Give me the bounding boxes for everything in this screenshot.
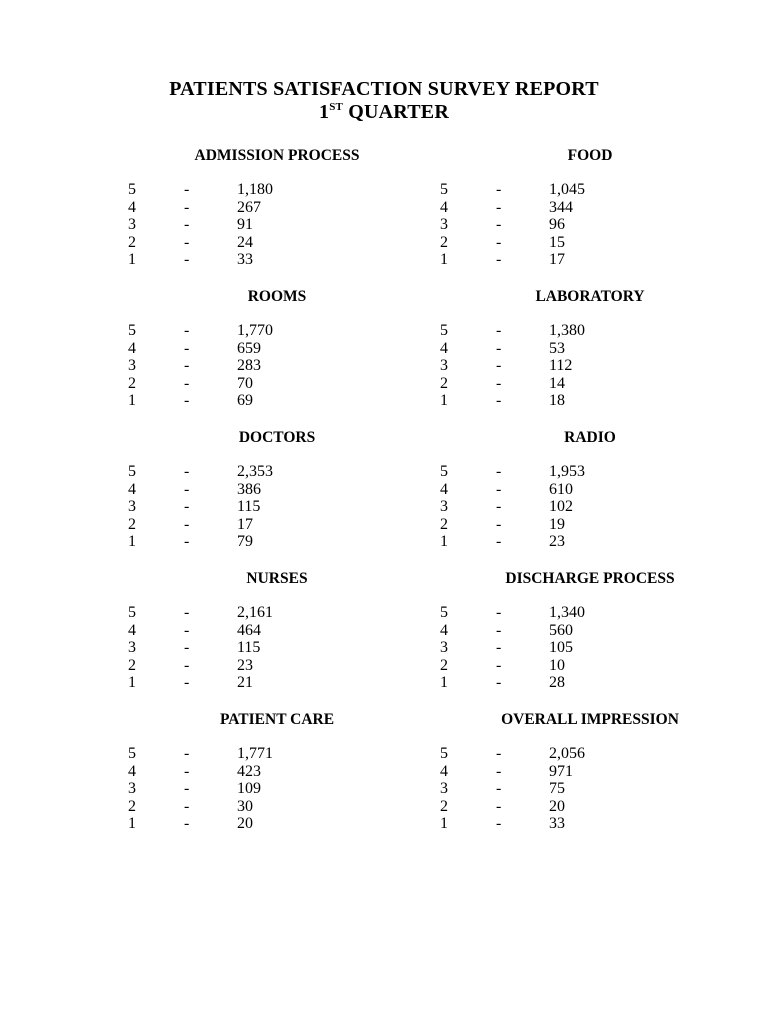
rating-separator: - (496, 233, 502, 251)
quarter-ordinal-suffix: ST (329, 101, 344, 113)
rating-count: 1,953 (549, 463, 585, 480)
rating-row (440, 639, 740, 656)
rating-score: 4 (440, 198, 448, 216)
rating-count: 79 (237, 533, 253, 551)
rating-score: 2 (128, 233, 136, 251)
rating-row (440, 763, 740, 780)
report-subtitle (0, 101, 768, 124)
rating-separator: - (496, 181, 502, 198)
rating-count: 91 (237, 216, 253, 234)
rating-row (128, 798, 428, 815)
rating-row (440, 674, 740, 691)
rating-row (128, 322, 428, 339)
rating-row (440, 798, 740, 815)
rating-separator: - (496, 745, 502, 762)
rating-count: 20 (237, 815, 253, 833)
rating-separator: - (496, 656, 502, 674)
rating-separator: - (496, 815, 502, 833)
rating-score: 2 (128, 797, 136, 815)
rating-count: 33 (549, 815, 565, 833)
section-heading: LABORATORY (535, 288, 645, 305)
rating-score: 3 (128, 216, 136, 234)
rating-row (440, 216, 740, 233)
rating-row (440, 604, 740, 621)
rating-score: 1 (128, 533, 136, 551)
rating-score: 4 (440, 621, 448, 639)
rating-separator: - (184, 797, 190, 815)
rating-score: 3 (440, 780, 448, 798)
rating-row (128, 199, 428, 216)
rating-row (440, 815, 740, 832)
section-heading: RADIO (564, 429, 616, 446)
rating-count: 386 (237, 480, 261, 498)
rating-count: 267 (237, 198, 261, 216)
rating-row (440, 322, 740, 339)
report-title: PATIENTS SATISFACTION SURVEY REPORT (169, 78, 599, 100)
rating-separator: - (184, 339, 190, 357)
rating-row (128, 674, 428, 691)
rating-row (128, 216, 428, 233)
rating-score: 2 (440, 374, 448, 392)
rating-separator: - (496, 780, 502, 798)
section-heading: ROOMS (247, 288, 307, 305)
rating-row (440, 234, 740, 251)
rating-separator: - (496, 674, 502, 692)
rating-score: 3 (128, 357, 136, 375)
rating-count: 344 (549, 198, 573, 216)
rating-separator: - (496, 480, 502, 498)
rating-score: 3 (440, 216, 448, 234)
rating-row (440, 745, 740, 762)
rating-count: 10 (549, 656, 565, 674)
rating-count: 23 (237, 656, 253, 674)
rating-score: 1 (128, 251, 136, 269)
rating-count: 464 (237, 621, 261, 639)
rating-count: 20 (549, 797, 565, 815)
rating-separator: - (184, 621, 190, 639)
rating-count: 21 (237, 674, 253, 692)
rating-score: 5 (128, 463, 136, 480)
rating-row (128, 639, 428, 656)
rating-score: 5 (440, 322, 448, 339)
rating-score: 5 (440, 745, 448, 762)
rating-count: 971 (549, 762, 573, 780)
section-heading: DISCHARGE PROCESS (505, 570, 675, 587)
rating-score: 1 (440, 251, 448, 269)
rating-row (128, 181, 428, 198)
rating-score: 3 (440, 498, 448, 516)
rating-count: 14 (549, 374, 565, 392)
section-heading: PATIENT CARE (219, 711, 335, 728)
rating-count: 75 (549, 780, 565, 798)
section-heading: DOCTORS (238, 429, 316, 446)
rating-score: 3 (440, 639, 448, 657)
rating-separator: - (496, 322, 502, 339)
rating-row (128, 481, 428, 498)
rating-row (440, 533, 740, 550)
rating-separator: - (496, 515, 502, 533)
rating-separator: - (184, 815, 190, 833)
rating-score: 4 (128, 198, 136, 216)
rating-score: 2 (440, 515, 448, 533)
rating-row (128, 780, 428, 797)
rating-score: 5 (440, 604, 448, 621)
rating-score: 3 (440, 357, 448, 375)
rating-count: 115 (237, 498, 261, 516)
rating-row (128, 340, 428, 357)
rating-count: 560 (549, 621, 573, 639)
rating-separator: - (184, 463, 190, 480)
rating-score: 4 (128, 762, 136, 780)
rating-separator: - (184, 515, 190, 533)
rating-score: 3 (128, 639, 136, 657)
rating-score: 1 (128, 815, 136, 833)
rating-separator: - (184, 745, 190, 762)
rating-count: 112 (549, 357, 573, 375)
rating-count: 53 (549, 339, 565, 357)
rating-count: 23 (549, 533, 565, 551)
rating-score: 1 (128, 392, 136, 410)
rating-row (128, 498, 428, 515)
rating-count: 115 (237, 639, 261, 657)
quarter-number: 1 (319, 101, 330, 123)
rating-separator: - (184, 198, 190, 216)
rating-separator: - (496, 392, 502, 410)
rating-score: 2 (440, 233, 448, 251)
rating-count: 28 (549, 674, 565, 692)
rating-row (440, 481, 740, 498)
rating-count: 17 (549, 251, 565, 269)
rating-count: 1,771 (237, 745, 273, 762)
rating-separator: - (496, 463, 502, 480)
rating-score: 3 (128, 498, 136, 516)
rating-count: 19 (549, 515, 565, 533)
rating-count: 15 (549, 233, 565, 251)
rating-score: 3 (128, 780, 136, 798)
rating-row (128, 745, 428, 762)
rating-separator: - (496, 339, 502, 357)
rating-row (128, 516, 428, 533)
rating-score: 5 (128, 322, 136, 339)
rating-score: 2 (128, 656, 136, 674)
rating-row (128, 763, 428, 780)
rating-row (440, 498, 740, 515)
rating-separator: - (184, 674, 190, 692)
rating-row (440, 780, 740, 797)
rating-score: 1 (440, 674, 448, 692)
rating-score: 1 (440, 533, 448, 551)
rating-count: 33 (237, 251, 253, 269)
rating-score: 2 (440, 656, 448, 674)
rating-count: 1,045 (549, 181, 585, 198)
rating-count: 1,180 (237, 181, 273, 198)
rating-count: 423 (237, 762, 261, 780)
rating-separator: - (184, 357, 190, 375)
rating-separator: - (496, 498, 502, 516)
quarter-label: QUARTER (343, 101, 449, 123)
rating-score: 5 (440, 463, 448, 480)
rating-count: 1,770 (237, 322, 273, 339)
section-heading: FOOD (567, 147, 613, 164)
rating-separator: - (496, 357, 502, 375)
rating-score: 4 (128, 480, 136, 498)
rating-separator: - (184, 762, 190, 780)
rating-separator: - (184, 322, 190, 339)
rating-score: 2 (440, 797, 448, 815)
rating-score: 1 (440, 392, 448, 410)
section-heading: OVERALL IMPRESSION (501, 711, 679, 728)
rating-separator: - (496, 251, 502, 269)
rating-separator: - (496, 216, 502, 234)
rating-separator: - (496, 639, 502, 657)
rating-score: 5 (440, 181, 448, 198)
rating-separator: - (496, 533, 502, 551)
rating-separator: - (184, 392, 190, 410)
rating-row (440, 375, 740, 392)
rating-separator: - (184, 480, 190, 498)
rating-separator: - (184, 639, 190, 657)
rating-count: 1,340 (549, 604, 585, 621)
rating-row (128, 463, 428, 480)
rating-separator: - (184, 181, 190, 198)
rating-separator: - (184, 604, 190, 621)
rating-count: 30 (237, 797, 253, 815)
rating-score: 5 (128, 604, 136, 621)
rating-count: 659 (237, 339, 261, 357)
rating-separator: - (496, 621, 502, 639)
rating-score: 4 (128, 339, 136, 357)
rating-count: 17 (237, 515, 253, 533)
rating-count: 69 (237, 392, 253, 410)
rating-count: 610 (549, 480, 573, 498)
rating-count: 2,353 (237, 463, 273, 480)
rating-separator: - (496, 797, 502, 815)
rating-row (440, 357, 740, 374)
rating-row (440, 181, 740, 198)
section-heading: NURSES (246, 570, 308, 587)
rating-score: 2 (128, 515, 136, 533)
rating-row (128, 375, 428, 392)
rating-separator: - (184, 374, 190, 392)
rating-score: 5 (128, 181, 136, 198)
section-heading: ADMISSION PROCESS (194, 147, 360, 164)
rating-separator: - (184, 498, 190, 516)
rating-separator: - (184, 533, 190, 551)
rating-count: 96 (549, 216, 565, 234)
rating-count: 283 (237, 357, 261, 375)
rating-row (440, 392, 740, 409)
rating-row (128, 604, 428, 621)
rating-separator: - (496, 374, 502, 392)
rating-count: 102 (549, 498, 573, 516)
rating-row (440, 251, 740, 268)
rating-separator: - (184, 233, 190, 251)
rating-separator: - (184, 780, 190, 798)
rating-score: 4 (440, 480, 448, 498)
rating-row (128, 234, 428, 251)
rating-row (440, 463, 740, 480)
rating-separator: - (184, 251, 190, 269)
rating-count: 2,056 (549, 745, 585, 762)
rating-separator: - (496, 762, 502, 780)
rating-count: 105 (549, 639, 573, 657)
rating-separator: - (496, 198, 502, 216)
rating-score: 4 (440, 762, 448, 780)
rating-score: 1 (440, 815, 448, 833)
rating-row (128, 815, 428, 832)
rating-count: 24 (237, 233, 253, 251)
rating-score: 1 (128, 674, 136, 692)
rating-row (440, 199, 740, 216)
rating-row (128, 392, 428, 409)
rating-row (128, 533, 428, 550)
rating-row (440, 657, 740, 674)
rating-row (440, 622, 740, 639)
rating-row (128, 251, 428, 268)
rating-count: 70 (237, 374, 253, 392)
rating-separator: - (184, 216, 190, 234)
rating-score: 4 (128, 621, 136, 639)
rating-count: 1,380 (549, 322, 585, 339)
rating-row (440, 516, 740, 533)
rating-separator: - (496, 604, 502, 621)
rating-score: 2 (128, 374, 136, 392)
rating-row (128, 622, 428, 639)
rating-count: 2,161 (237, 604, 273, 621)
rating-row (440, 340, 740, 357)
rating-row (128, 357, 428, 374)
rating-row (128, 657, 428, 674)
rating-count: 109 (237, 780, 261, 798)
rating-separator: - (184, 656, 190, 674)
rating-count: 18 (549, 392, 565, 410)
rating-score: 4 (440, 339, 448, 357)
rating-score: 5 (128, 745, 136, 762)
